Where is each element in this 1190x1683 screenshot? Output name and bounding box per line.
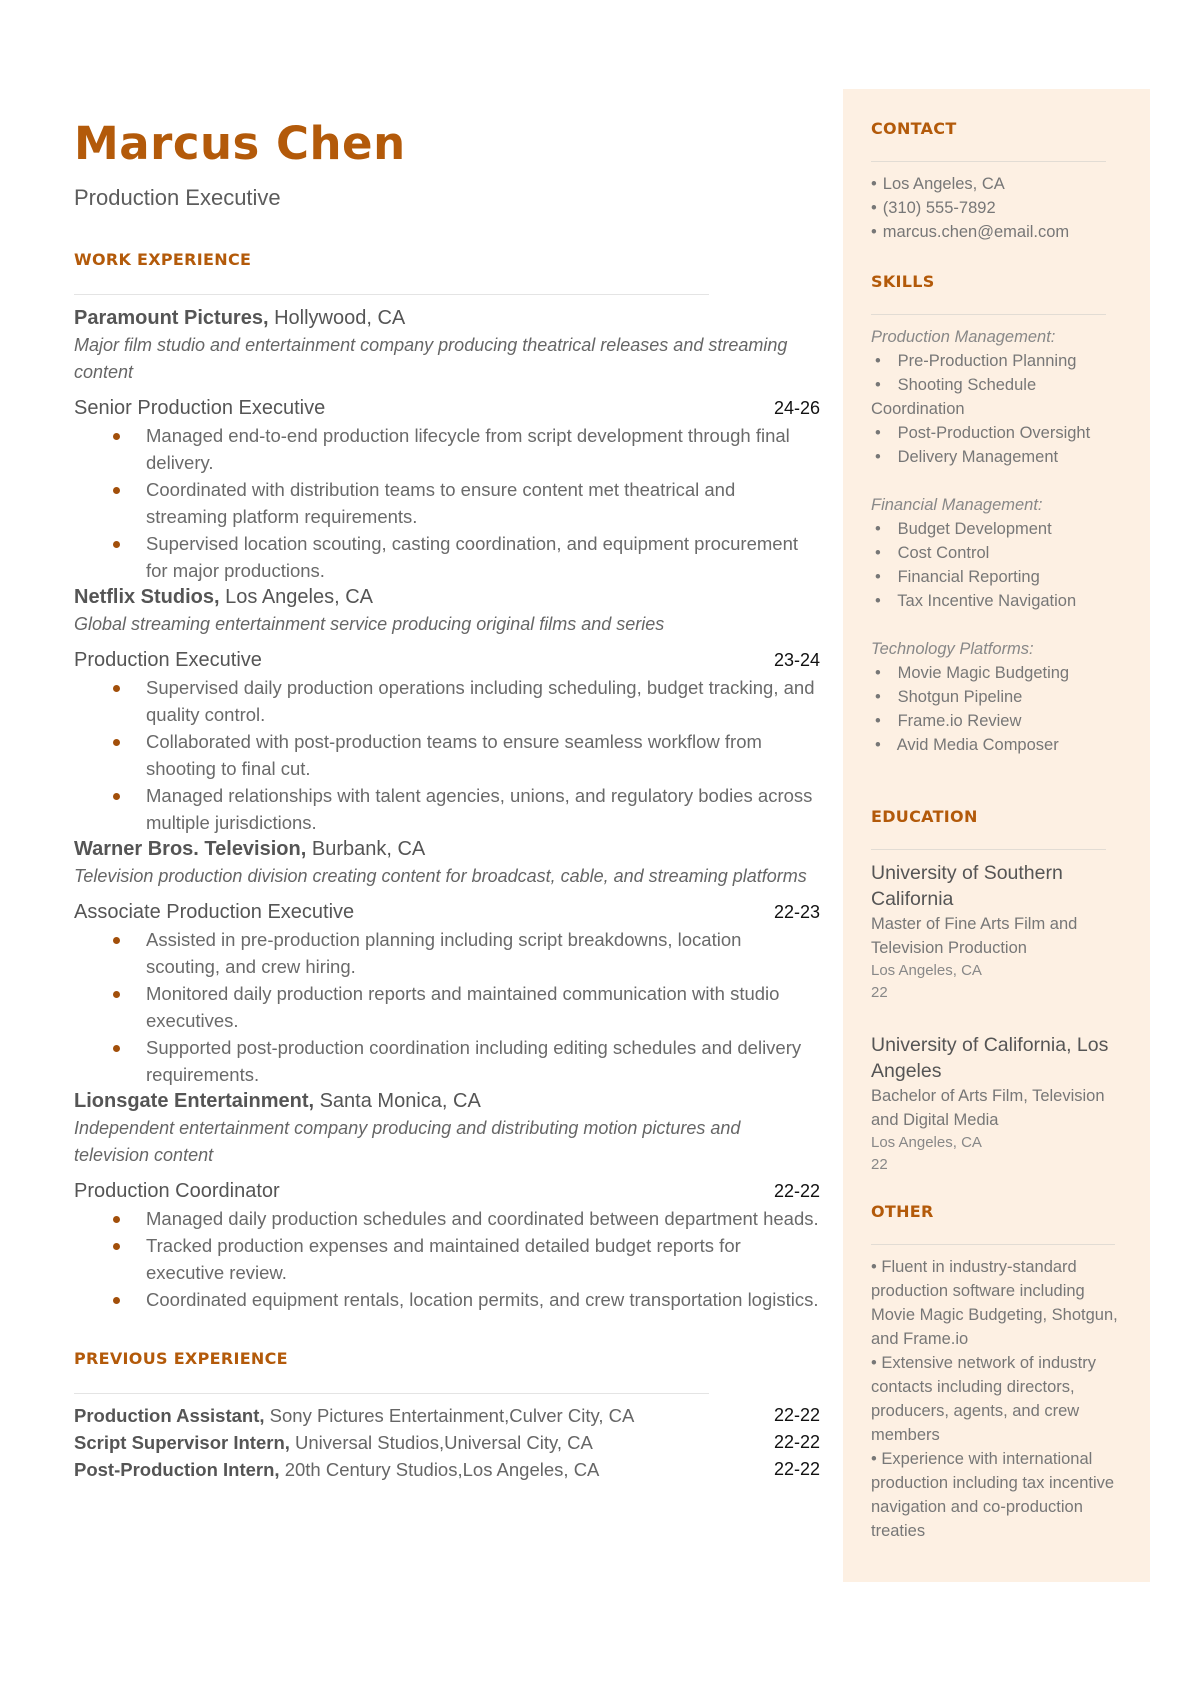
bullet-icon: • [871, 1354, 877, 1372]
role-row [74, 395, 820, 422]
bullet-icon: • [875, 424, 881, 442]
contact-heading: CONTACT [871, 119, 957, 138]
bullet-icon: • [871, 199, 877, 217]
bullet-icon: • [875, 712, 881, 730]
skill-text: Pre-Production Planning [897, 352, 1077, 370]
company-name: Warner Bros. Television, [74, 838, 307, 860]
bullet-icon: • [875, 736, 881, 754]
job-role: Production Executive [74, 649, 262, 671]
skill-category: Technology Platforms: [871, 640, 1034, 658]
skills-heading: SKILLS [871, 272, 935, 291]
contact-location [871, 172, 1123, 196]
previous-experience-row [74, 1402, 820, 1429]
bullet-icon: • [871, 223, 877, 241]
company-location: Los Angeles, CA [225, 586, 374, 608]
section-divider [871, 314, 1106, 315]
bullet-icon: • [875, 664, 881, 682]
candidate-title: Production Executive [74, 185, 281, 210]
skill-item [871, 421, 1123, 445]
section-divider [871, 161, 1106, 162]
job-entry [74, 1088, 820, 1313]
work-experience-list [74, 305, 820, 1313]
other-heading: OTHER [871, 1202, 934, 1221]
previous-detail: 20th Century Studios,Los Angeles, CA [284, 1459, 600, 1480]
company-description: Major film studio and entertainment company producing theatrical releases and streaming content [74, 335, 788, 382]
job-entry [74, 584, 820, 836]
skill-item [871, 733, 1123, 757]
job-dates: 22-22 [773, 1181, 820, 1201]
job-bullet: Coordinated equipment rentals, location permits, and crew transportation logistics. [146, 1286, 820, 1313]
bullet-icon: • [875, 688, 881, 706]
company-name: Lionsgate Entertainment, [74, 1090, 315, 1112]
company-line [74, 305, 820, 332]
company-description: Television production division creating content for broadcast, cable, and streaming platforms [74, 866, 807, 886]
job-dates: 23-24 [773, 650, 820, 670]
job-dates: 22-23 [773, 902, 820, 922]
candidate-name: Marcus Chen [74, 117, 406, 170]
job-bullet: Managed daily production schedules and coordinated between department heads. [146, 1205, 820, 1232]
contact-phone [871, 196, 1123, 220]
company-name: Paramount Pictures, [74, 307, 269, 329]
job-role: Senior Production Executive [74, 397, 326, 419]
job-role: Associate Production Executive [74, 901, 355, 923]
previous-dates: 22-22 [773, 1432, 820, 1452]
company-name: Netflix Studios, [74, 586, 220, 608]
bullet-icon: • [875, 544, 881, 562]
other-text: Extensive network of industry contacts including directors, producers, agents, and crew members [871, 1354, 1096, 1444]
skill-text: Shooting Schedule Coordination [871, 376, 1037, 418]
education-school: University of Southern California [871, 862, 1063, 910]
skill-group [871, 637, 1123, 757]
company-location: Hollywood, CA [274, 307, 406, 329]
other-item [871, 1255, 1123, 1351]
sidebar [843, 89, 1150, 1582]
other-item [871, 1351, 1123, 1447]
previous-experience-heading: PREVIOUS EXPERIENCE [74, 1349, 288, 1368]
skill-item [871, 589, 1123, 613]
contact-location-text: Los Angeles, CA [882, 175, 1005, 193]
skill-item [871, 349, 1123, 373]
job-bullets [74, 422, 820, 584]
section-divider [871, 849, 1106, 850]
education-item [871, 860, 1123, 1004]
company-location: Burbank, CA [311, 838, 426, 860]
education-location: Los Angeles, CA [871, 1134, 982, 1151]
work-experience-heading: WORK EXPERIENCE [74, 250, 252, 269]
skill-category: Production Management: [871, 328, 1056, 346]
previous-experience-row [74, 1429, 820, 1456]
previous-role: Script Supervisor Intern, [74, 1432, 290, 1453]
education-year: 22 [871, 1156, 888, 1173]
previous-dates: 22-22 [773, 1405, 820, 1425]
skill-text: Avid Media Composer [896, 736, 1059, 754]
bullet-icon: • [871, 175, 877, 193]
bullet-icon: • [875, 376, 881, 394]
job-bullets [74, 674, 820, 836]
role-row [74, 1178, 820, 1205]
job-bullet: Monitored daily production reports and maintained communication with studio executives. [146, 980, 820, 1034]
role-row [74, 647, 820, 674]
job-bullet: Managed end-to-end production lifecycle from script development through final delivery. [146, 422, 820, 476]
job-bullets [74, 1205, 820, 1313]
previous-role: Post-Production Intern, [74, 1459, 280, 1480]
section-divider [871, 1244, 1115, 1245]
contact-phone-text[interactable]: (310) 555-7892 [882, 199, 996, 217]
education-year: 22 [871, 984, 888, 1001]
job-bullets [74, 926, 820, 1088]
skill-item [871, 445, 1123, 469]
company-line [74, 584, 820, 611]
company-description: Global streaming entertainment service producing original films and series [74, 614, 665, 634]
skill-item [871, 565, 1123, 589]
skill-text: Post-Production Oversight [897, 424, 1091, 442]
skill-category: Financial Management: [871, 496, 1043, 514]
skill-item [871, 541, 1123, 565]
job-bullet: Collaborated with post-production teams to ensure seamless workflow from shooting to final cut. [146, 728, 820, 782]
skill-text: Delivery Management [897, 448, 1059, 466]
bullet-icon: • [871, 1450, 877, 1468]
section-divider [74, 294, 709, 295]
other-item [871, 1447, 1123, 1543]
education-item [871, 1032, 1123, 1176]
job-bullet: Assisted in pre-production planning including script breakdowns, location scouting, and crew hiring. [146, 926, 820, 980]
job-entry [74, 305, 820, 584]
job-bullet: Tracked production expenses and maintained detailed budget reports for executive review. [146, 1232, 820, 1286]
skill-item [871, 661, 1123, 685]
skill-text: Cost Control [897, 544, 990, 562]
previous-role: Production Assistant, [74, 1405, 265, 1426]
contact-email [871, 220, 1123, 244]
other-text: Fluent in industry-standard production software including Movie Magic Budgeting, Shotgun, and Frame.io [871, 1258, 1118, 1348]
main-column [74, 112, 820, 1483]
bullet-icon: • [875, 352, 881, 370]
skill-text: Movie Magic Budgeting [897, 664, 1070, 682]
education-degree: Bachelor of Arts Film, Television and Digital Media [871, 1087, 1105, 1129]
previous-detail: Universal Studios,Universal City, CA [295, 1432, 593, 1453]
skill-text: Frame.io Review [897, 712, 1022, 730]
company-description: Independent entertainment company producing and distributing motion pictures and television content [74, 1118, 741, 1165]
previous-experience-row [74, 1456, 820, 1483]
job-dates: 24-26 [773, 398, 820, 418]
job-role: Production Coordinator [74, 1180, 280, 1202]
role-row [74, 899, 820, 926]
job-entry [74, 836, 820, 1088]
job-bullet: Managed relationships with talent agencies, unions, and regulatory bodies across multiple jurisdictions. [146, 782, 820, 836]
bullet-icon: • [875, 592, 881, 610]
other-text: Experience with international production including tax incentive navigation and co-production treaties [871, 1450, 1115, 1540]
bullet-icon: • [871, 1258, 877, 1276]
education-degree: Master of Fine Arts Film and Television Production [871, 915, 1078, 957]
education-heading: EDUCATION [871, 807, 978, 826]
skill-item [871, 373, 1123, 421]
skill-item [871, 685, 1123, 709]
other-list [871, 1255, 1123, 1543]
skill-text: Shotgun Pipeline [897, 688, 1023, 706]
company-line [74, 1088, 820, 1115]
contact-list [871, 172, 1123, 244]
skill-text: Budget Development [897, 520, 1052, 538]
job-bullet: Supervised location scouting, casting coordination, and equipment procurement for major productions. [146, 530, 820, 584]
job-bullet: Supervised daily production operations including scheduling, budget tracking, and quality control. [146, 674, 820, 728]
company-location: Santa Monica, CA [319, 1090, 481, 1112]
contact-email-text[interactable]: marcus.chen@email.com [882, 223, 1070, 241]
education-school: University of California, Los Angeles [871, 1034, 1109, 1082]
education-location: Los Angeles, CA [871, 962, 982, 979]
skill-item [871, 517, 1123, 541]
company-line [74, 836, 820, 863]
bullet-icon: • [875, 520, 881, 538]
job-bullet: Coordinated with distribution teams to ensure content met theatrical and streaming platform requirements. [146, 476, 820, 530]
previous-experience-list [74, 1402, 820, 1483]
bullet-icon: • [875, 448, 881, 466]
skill-group [871, 325, 1123, 469]
previous-dates: 22-22 [773, 1459, 820, 1479]
skill-item [871, 709, 1123, 733]
section-divider [74, 1393, 709, 1394]
skill-text: Financial Reporting [897, 568, 1040, 586]
previous-detail: Sony Pictures Entertainment,Culver City, CA [269, 1405, 635, 1426]
skill-group [871, 493, 1123, 613]
job-bullet: Supported post-production coordination including editing schedules and delivery requirements. [146, 1034, 820, 1088]
skill-text: Tax Incentive Navigation [897, 592, 1077, 610]
bullet-icon: • [875, 568, 881, 586]
